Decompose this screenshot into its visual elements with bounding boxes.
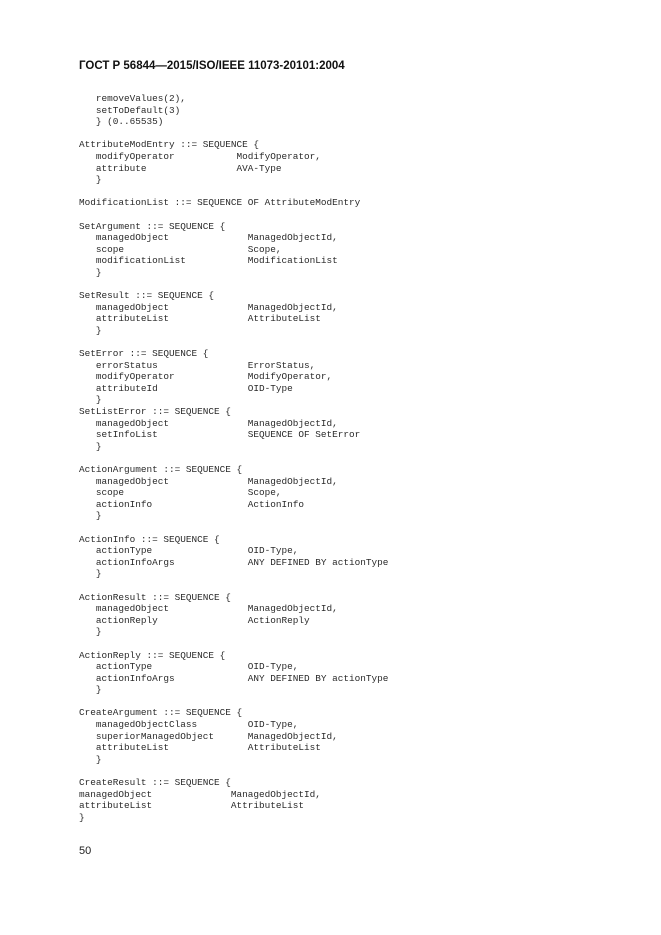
code-line: removeValues(2), bbox=[79, 93, 186, 104]
code-line: modificationList ModificationList bbox=[79, 255, 338, 267]
code-line: } bbox=[79, 811, 85, 823]
code-line: } bbox=[79, 753, 102, 765]
code-line: } bbox=[79, 394, 102, 406]
code-line bbox=[79, 128, 388, 140]
code-line: CreateArgument ::= SEQUENCE { bbox=[79, 707, 243, 719]
code-line bbox=[79, 336, 388, 348]
code-line: attribute AVA-Type bbox=[79, 162, 282, 174]
code-line: managedObject ManagedObjectId, bbox=[79, 417, 338, 429]
code-line: } bbox=[79, 684, 102, 696]
code-line: attributeList AttributeList bbox=[79, 313, 321, 325]
code-line: actionType OID-Type, bbox=[79, 545, 299, 557]
code-line: ActionResult ::= SEQUENCE { bbox=[79, 591, 231, 603]
code-line bbox=[79, 209, 388, 221]
code-line: SetResult ::= SEQUENCE { bbox=[79, 290, 215, 302]
code-line: setToDefault(3) bbox=[79, 104, 181, 116]
code-line: actionInfoArgs ANY DEFINED BY actionType bbox=[79, 672, 389, 684]
code-line: } bbox=[79, 440, 102, 452]
code-line: } bbox=[79, 324, 102, 336]
code-line: SetArgument ::= SEQUENCE { bbox=[79, 220, 226, 232]
code-line bbox=[79, 696, 388, 708]
code-line: attributeList AttributeList bbox=[79, 800, 305, 812]
code-line: ActionArgument ::= SEQUENCE { bbox=[79, 464, 243, 475]
code-line: attributeId OID-Type bbox=[79, 382, 293, 394]
code-line: managedObject ManagedObjectId, bbox=[79, 788, 321, 800]
asn1-code-listing bbox=[79, 93, 388, 823]
code-line: actionInfo ActionInfo bbox=[79, 498, 305, 510]
code-line: managedObject ManagedObjectId, bbox=[79, 603, 338, 615]
code-line: CreateResult ::= SEQUENCE { bbox=[79, 777, 231, 789]
code-line: setInfoList SEQUENCE OF SetError bbox=[79, 429, 361, 441]
code-line: } bbox=[79, 568, 102, 580]
code-line: superiorManagedObject ManagedObjectId, bbox=[79, 730, 338, 742]
code-line: managedObjectClass OID-Type, bbox=[79, 719, 299, 731]
code-line bbox=[79, 522, 388, 534]
code-line: } bbox=[79, 174, 102, 186]
code-line: SetError ::= SEQUENCE { bbox=[79, 348, 209, 360]
code-line: actionReply ActionReply bbox=[79, 614, 310, 626]
code-line: managedObject ManagedObjectId, bbox=[79, 475, 338, 487]
code-line: managedObject ManagedObjectId, bbox=[79, 232, 338, 244]
code-line: errorStatus ErrorStatus, bbox=[79, 359, 316, 371]
code-line: attributeList AttributeList bbox=[79, 742, 321, 754]
page-number: 50 bbox=[79, 845, 92, 857]
code-line: scope Scope, bbox=[79, 243, 282, 255]
code-line: actionType OID-Type, bbox=[79, 661, 299, 673]
code-line: } bbox=[79, 266, 102, 278]
code-line: ActionInfo ::= SEQUENCE { bbox=[79, 533, 220, 545]
code-line: actionInfoArgs ANY DEFINED BY actionType bbox=[79, 556, 389, 568]
code-line: ModificationList ::= SEQUENCE OF AttributeModEntry bbox=[79, 197, 361, 209]
code-line bbox=[79, 580, 388, 592]
code-line bbox=[79, 279, 388, 291]
code-line: modifyOperator ModifyOperator, bbox=[79, 150, 321, 162]
page-header-standard-title: ГОСТ Р 56844—2015/ISO/IEEE 11073-20101:2004 bbox=[79, 60, 345, 72]
code-line: modifyOperator ModifyOperator, bbox=[79, 371, 333, 383]
code-line: } bbox=[79, 510, 102, 522]
code-line: managedObject ManagedObjectId, bbox=[79, 301, 338, 313]
code-line: } bbox=[79, 626, 102, 638]
code-line bbox=[79, 638, 388, 650]
code-line: ActionReply ::= SEQUENCE { bbox=[79, 649, 226, 661]
code-line: scope Scope, bbox=[79, 487, 282, 499]
code-line bbox=[79, 186, 388, 198]
code-line: AttributeModEntry ::= SEQUENCE { bbox=[79, 139, 260, 151]
code-line: SetListError ::= SEQUENCE { bbox=[79, 406, 231, 418]
code-line bbox=[79, 452, 388, 464]
code-line bbox=[79, 765, 388, 777]
code-line: } (0..65535) bbox=[79, 116, 164, 128]
